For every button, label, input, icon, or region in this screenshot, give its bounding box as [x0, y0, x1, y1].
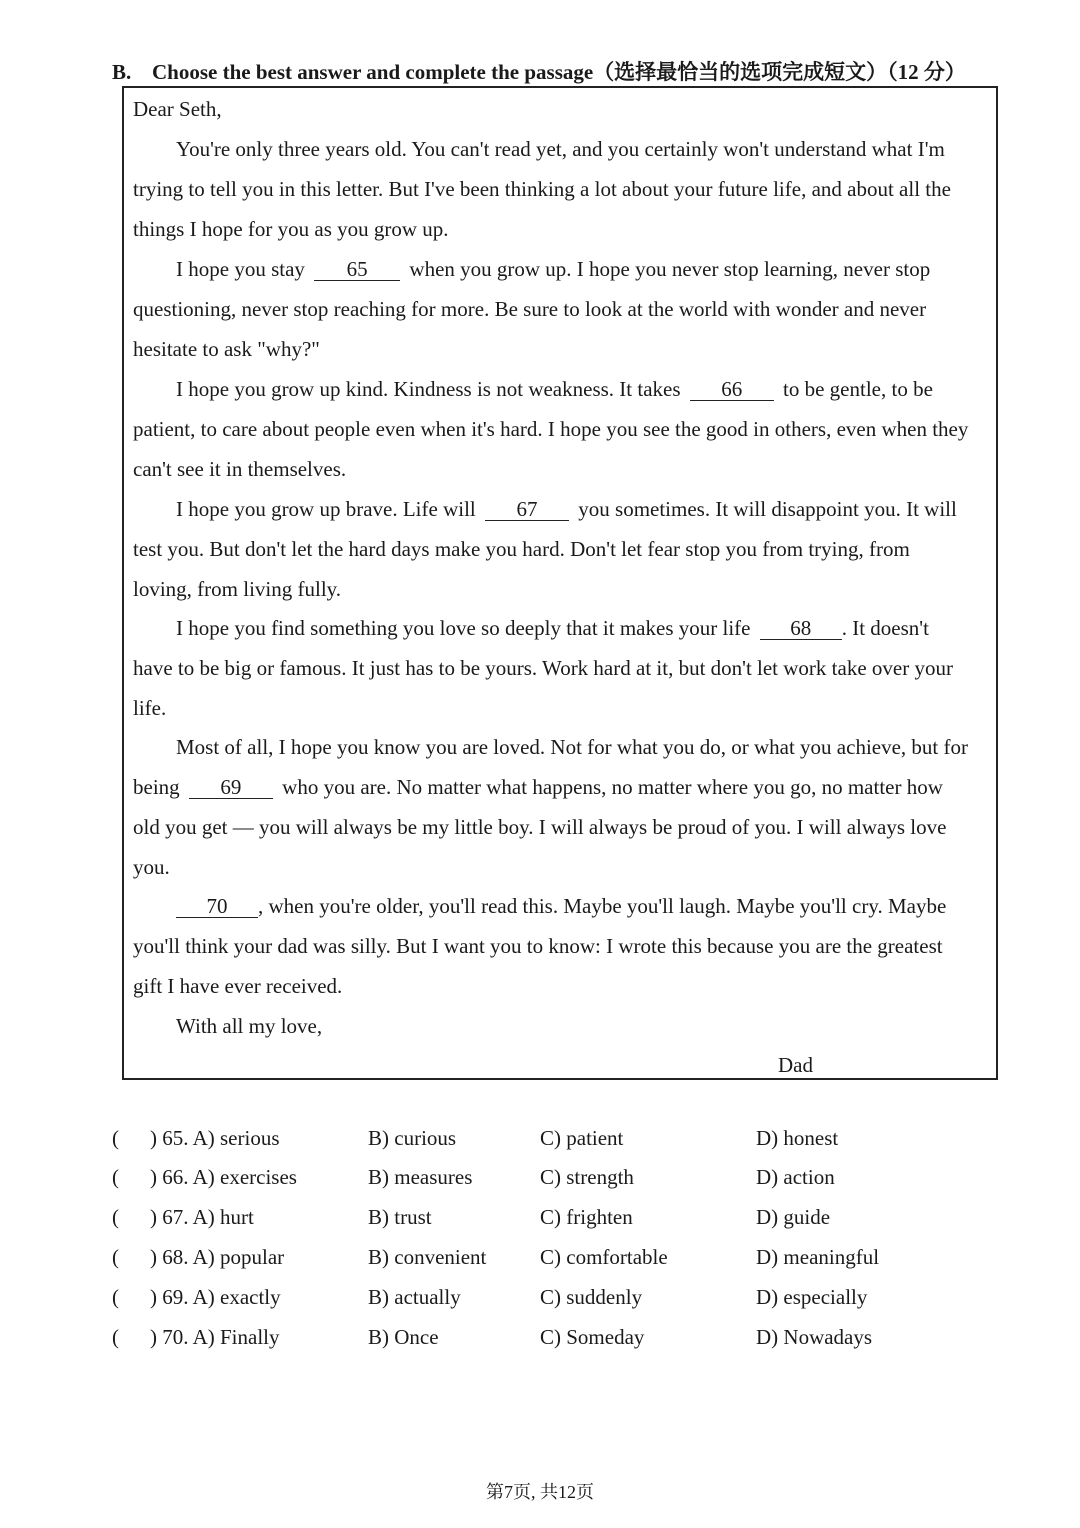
letter-closing: With all my love,: [176, 1014, 323, 1038]
option-a[interactable]: ) 69. A) exactly: [150, 1285, 281, 1309]
option-b[interactable]: B) measures: [368, 1165, 473, 1189]
answer-paren[interactable]: (: [112, 1126, 119, 1150]
p7-line-2: you'll think your dad was silly. But I want you to know: I wrote this because you are the greatest: [133, 934, 943, 958]
blank-66[interactable]: 66: [690, 378, 774, 401]
option-c[interactable]: C) patient: [540, 1126, 624, 1150]
option-a[interactable]: ) 70. A) Finally: [150, 1325, 280, 1349]
section-title: Choose the best answer and complete the passage（选择最恰当的选项完成短文）（12 分）: [152, 60, 966, 84]
p5-text-a: I hope you find something you love so deeply that it makes your life: [176, 616, 751, 640]
option-b[interactable]: B) actually: [368, 1285, 461, 1309]
p6-line-3: old you get — you will always be my little boy. I will always be proud of you. I will always love: [133, 815, 947, 839]
section-label: B.: [112, 60, 132, 84]
p2-line-2: questioning, never stop reaching for more. Be sure to look at the world with wonder and never: [133, 297, 927, 321]
option-a[interactable]: ) 68. A) popular: [150, 1245, 285, 1269]
option-a[interactable]: ) 67. A) hurt: [150, 1205, 254, 1229]
blank-67[interactable]: 67: [485, 498, 569, 521]
answer-paren[interactable]: (: [112, 1205, 119, 1229]
p3-text-b: to be gentle, to be: [783, 377, 933, 401]
p2-text-b: when you grow up. I hope you never stop learning, never stop: [409, 257, 931, 281]
option-d[interactable]: D) honest: [756, 1126, 839, 1150]
option-a[interactable]: ) 66. A) exercises: [150, 1165, 297, 1189]
answer-paren[interactable]: (: [112, 1325, 119, 1349]
p1-line-2: trying to tell you in this letter. But I've been thinking a lot about your future life, and about all the: [133, 177, 951, 201]
p2-text-a: I hope you stay: [176, 257, 305, 281]
option-d[interactable]: D) meaningful: [756, 1245, 880, 1269]
p6-text-a: being: [133, 775, 180, 799]
option-b[interactable]: B) convenient: [368, 1245, 487, 1269]
p3-text-a: I hope you grow up kind. Kindness is not weakness. It takes: [176, 377, 681, 401]
option-d[interactable]: D) action: [756, 1165, 835, 1189]
p7-text-b: , when you're older, you'll read this. Maybe you'll laugh. Maybe you'll cry. Maybe: [258, 894, 947, 918]
p7-line-3: gift I have ever received.: [133, 974, 343, 998]
blank-65[interactable]: 65: [314, 258, 400, 281]
p5-line-2: have to be big or famous. It just has to be yours. Work hard at it, but don't let work take over your: [133, 656, 953, 680]
option-d[interactable]: D) especially: [756, 1285, 868, 1309]
blank-69[interactable]: 69: [189, 776, 273, 799]
blank-68[interactable]: 68: [760, 617, 842, 640]
p4-text-a: I hope you grow up brave. Life will: [176, 497, 476, 521]
p6-line-1: Most of all, I hope you know you are loved. Not for what you do, or what you achieve, but for: [176, 735, 968, 759]
p6-line-2: [133, 774, 943, 800]
p5-line-3: life.: [133, 696, 167, 720]
p5-line-1: [176, 615, 929, 641]
p5-text-b: . It doesn't: [841, 616, 929, 640]
page-number: 第7页, 共12页: [486, 1482, 594, 1502]
option-a[interactable]: ) 65. A) serious: [150, 1126, 280, 1150]
p1-line-1: You're only three years old. You can't read yet, and you certainly won't understand what I'm: [176, 137, 945, 161]
p2-line-1: [176, 256, 930, 282]
letter-signature: Dad: [778, 1053, 813, 1077]
option-b[interactable]: B) curious: [368, 1126, 457, 1150]
p1-line-3: things I hope for you as you grow up.: [133, 217, 449, 241]
answer-paren[interactable]: (: [112, 1165, 119, 1189]
answer-paren[interactable]: (: [112, 1285, 119, 1309]
p3-line-1: [176, 376, 933, 402]
option-c[interactable]: C) comfortable: [540, 1245, 668, 1269]
option-d[interactable]: D) Nowadays: [756, 1325, 873, 1349]
p4-line-2: test you. But don't let the hard days make you hard. Don't let fear stop you from trying, from: [133, 537, 910, 561]
answer-paren[interactable]: (: [112, 1245, 119, 1269]
p4-line-3: loving, from living fully.: [133, 577, 342, 601]
p3-line-3: can't see it in themselves.: [133, 457, 347, 481]
p6-line-4: you.: [133, 855, 170, 879]
p7-line-1: [176, 893, 946, 919]
p6-text-b: who you are. No matter what happens, no matter where you go, no matter how: [282, 775, 943, 799]
option-b[interactable]: B) trust: [368, 1205, 432, 1229]
option-d[interactable]: D) guide: [756, 1205, 831, 1229]
section-heading: [112, 56, 966, 86]
option-c[interactable]: C) strength: [540, 1165, 634, 1189]
option-c[interactable]: C) Someday: [540, 1325, 645, 1349]
p4-line-1: [176, 496, 957, 522]
option-b[interactable]: B) Once: [368, 1325, 439, 1349]
p2-line-3: hesitate to ask "why?": [133, 337, 320, 361]
p3-line-2: patient, to care about people even when it's hard. I hope you see the good in others, even when they: [133, 417, 969, 441]
letter-greeting: Dear Seth,: [133, 97, 222, 121]
blank-70[interactable]: 70: [176, 895, 258, 918]
option-c[interactable]: C) suddenly: [540, 1285, 643, 1309]
p4-text-b: you sometimes. It will disappoint you. It will: [578, 497, 957, 521]
option-c[interactable]: C) frighten: [540, 1205, 633, 1229]
